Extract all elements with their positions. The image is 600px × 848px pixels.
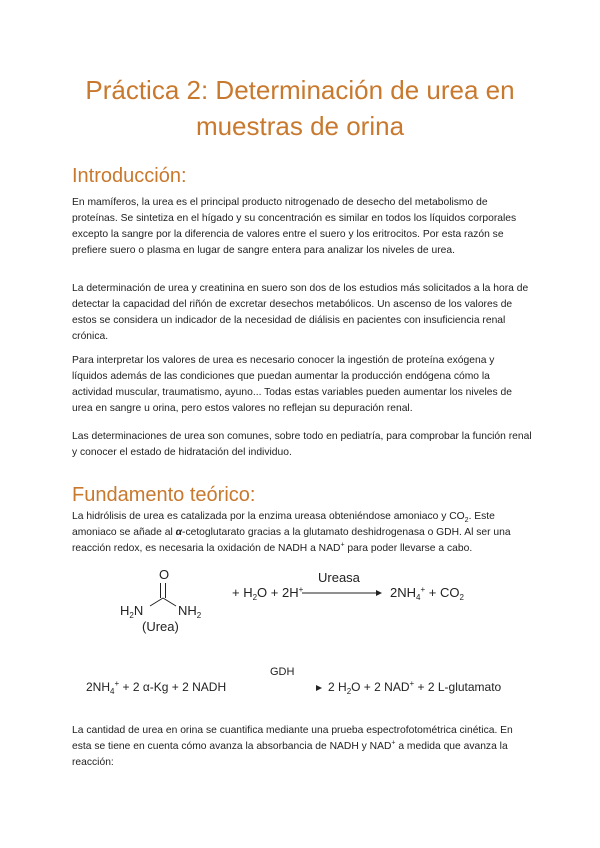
reaction-1-equation — [232, 570, 464, 602]
intro-paragraph-4: Las determinaciones de urea son comunes, sobre todo en pediatría, para comprobar la función renal y conocer el estado de hidratación del individuo. — [72, 431, 532, 458]
reaction-1-arrowhead — [376, 590, 382, 596]
alpha-symbol: α — [175, 527, 183, 538]
intro-paragraph-3: Para interpretar los valores de urea es necesario conocer la ingestión de proteína exógena y líquidos además de las condiciones que puedan aumentar la producción endógena cómo la actividad muscular, traumatismo, ayuno... Todas estas variables pueden aumentar los niveles de urea en sangre u orina, pero estos valores no reflejan su depuración renal. — [72, 355, 512, 414]
reaction-2-arrowhead — [316, 685, 322, 691]
reaction-2-reactants: $2NH_4^+ + 2$ α-Kg + 2 NADH — [86, 679, 227, 696]
reaction-2-products: 2 $H_2O + 2$ NAD+ + 2 L-glutamato — [328, 679, 502, 696]
title-line-1: Práctica 2: Determinación de urea en — [85, 75, 515, 105]
title-line-2: muestras de orina — [195, 111, 405, 141]
nh2-group: $NH_2$ — [178, 603, 202, 620]
fundamento-heading: Fundamento teórico: — [72, 484, 256, 506]
fundamento-text-b: . Este amoniaco se añade al — [72, 511, 495, 538]
fundamento-paragraph-1 — [72, 509, 532, 557]
fundamento-paragraph-2 — [72, 723, 532, 771]
urea-structure — [120, 567, 202, 634]
urea-label: (Urea) — [142, 619, 179, 634]
fundamento-text-a: La hidrólisis de urea es catalizada por la enzima ureasa obteniéndose amoniaco y CO — [72, 511, 465, 522]
reaction-1-products: $2NH_4^+ + CO_2$ — [390, 585, 464, 602]
reactants-water-protons: + $H_2O + 2H^+$ — [232, 585, 304, 602]
intro-paragraph-1: En mamíferos, la urea es el principal producto nitrogenado de desecho del metabolismo de proteínas. Se sintetiza en el hígado y su concentración es similar en todos los líquidos corporales excepto la sangre por la diferencia de valores entre el suero y los eritrocitos. Por esta razón se prefiere suero o plasma en lugar de sangre entera para analizar los niveles de urea. — [72, 197, 517, 256]
co2-subscript: 2 — [464, 517, 469, 525]
gdh-enzyme-label: GDH — [270, 666, 295, 678]
bond-left-n — [150, 598, 163, 606]
intro-heading: Introducción: — [72, 165, 187, 187]
h2n-group: $H_2N$ — [120, 603, 144, 620]
intro-paragraph-2: La determinación de urea y creatinina en suero son dos de los estudios más solicitados a la hora de detectar la capacidad del riñón de excretar desechos metabólicos. Un ascenso de los valores de estos se considera un indicador de la necesidad de diálisis en pacientes con insuficiencia renal crónica. — [72, 283, 529, 342]
bond-right-n — [163, 598, 176, 606]
reaction-2-equation — [86, 666, 502, 696]
nad-superscript-2: + — [391, 739, 396, 747]
ureasa-enzyme-label: Ureasa — [318, 570, 360, 585]
fundamento-p2-text-a: La cantidad de urea en orina se cuantifica mediante una prueba espectrofotométrica cinética. En esta se tiene en cuenta cómo avanza la absorbancia de NADH y NAD — [72, 725, 513, 752]
page-title — [0, 72, 600, 144]
fundamento-text-c: -cetoglutarato gracias a la glutamato deshidrogenasa o GDH. Al ser una reacción redox, es necesaria la oxidación de NADH a NAD — [72, 527, 511, 554]
urea-oxygen: O — [159, 567, 170, 582]
fundamento-text-d: para poder llevarse a cabo. — [344, 543, 473, 554]
nad-superscript: + — [340, 541, 345, 549]
fundamento-p2-text-b: a medida que avanza la reacción: — [72, 741, 508, 768]
